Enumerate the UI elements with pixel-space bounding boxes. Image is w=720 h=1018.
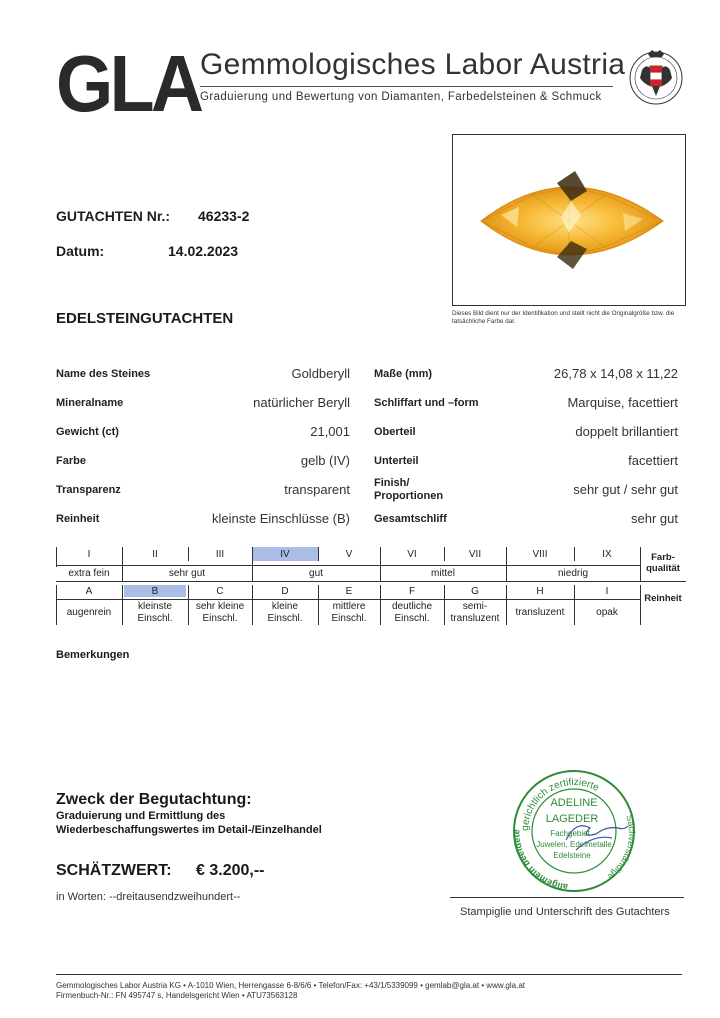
grid-line [506, 547, 507, 581]
grid-line [252, 547, 253, 581]
signature-rule [450, 897, 684, 898]
clarity-desc-a: augenrein [66, 607, 112, 618]
certificate-number-label: GUTACHTEN Nr.: [56, 208, 171, 224]
gla-logo: GLA [56, 39, 201, 128]
grading-table [56, 547, 682, 643]
clarity-grade-b: B [151, 586, 159, 597]
grid-line [56, 565, 640, 566]
prop-value-color: gelb (IV) [300, 453, 350, 468]
grid-line [56, 547, 57, 567]
certificate-number: 46233-2 [198, 208, 250, 224]
prop-label-dimensions: Maße (mm) [374, 368, 433, 380]
color-grade-viii: VIII [532, 549, 548, 560]
prop-value-overall-cut: sehr gut [631, 511, 678, 526]
grid-line [444, 547, 445, 561]
stamp-line-1: Fachgebiet [550, 829, 590, 838]
grid-line [188, 547, 189, 561]
clarity-desc-b-2: Einschl. [137, 613, 173, 624]
stamp-ring-top: gerichtlich zertifizierte [519, 776, 601, 832]
clarity-desc-d-1: kleine [271, 601, 299, 612]
clarity-desc-b-1: kleinste [138, 601, 172, 612]
prop-value-cut: Marquise, facettiert [567, 395, 678, 410]
prop-value-mineral: natürlicher Beryll [253, 395, 350, 410]
clarity-desc-g-2: transluzent [450, 613, 500, 624]
clarity-desc-h: transluzent [515, 607, 565, 618]
grid-line [444, 585, 445, 625]
clarity-desc-i: opak [596, 607, 618, 618]
lab-subtitle: Graduierung und Bewertung von Diamanten, Farbedelsteinen & Schmuck [200, 91, 602, 103]
grid-line [574, 585, 575, 625]
footer-registry: Firmenbuch-Nr.: FN 495747 s, Handelsgericht Wien • ATU73563128 [56, 991, 298, 1000]
clarity-grade-e: E [345, 586, 353, 597]
stamp-name-1: ADELINE [550, 797, 598, 809]
gem-image [453, 135, 685, 305]
grid-line [56, 585, 57, 625]
prop-label-transparency: Transparenz [56, 484, 121, 496]
grid-line [318, 547, 319, 561]
prop-value-weight: 21,001 [310, 424, 350, 439]
grid-line [640, 547, 641, 581]
clarity-desc-g-1: semi- [462, 601, 488, 612]
stamp-name-2: LAGEDER [545, 813, 599, 825]
prop-value-finish: sehr gut / sehr gut [573, 482, 678, 497]
prop-value-crown: doppelt brillantiert [575, 424, 678, 439]
grid-line [122, 547, 123, 581]
color-quality-label-2: qualität [646, 563, 680, 574]
clarity-grade-g: G [471, 586, 479, 597]
clarity-label: Reinheit [644, 593, 682, 604]
color-grade-iii: III [215, 549, 225, 560]
grid-line [318, 585, 319, 625]
clarity-grade-d: D [281, 586, 289, 597]
grid-line [380, 547, 381, 581]
color-group-gut: gut [309, 568, 323, 579]
prop-label-finish: Finish/ [374, 477, 410, 489]
purpose-title: Zweck der Begutachtung: [56, 791, 252, 808]
grid-line [56, 599, 640, 600]
footer-address: Gemmologisches Labor Austria KG • A-1010 Wien, Herrengasse 6-8/6/6 • Telefon/Fax: +43/1/5339099 • gemlab@gla.at • www.gla.at [56, 981, 525, 990]
color-group-sehr-gut: sehr gut [168, 568, 206, 579]
prop-value-name: Goldberyll [291, 366, 350, 381]
color-grade-v: V [345, 549, 353, 560]
color-grade-ii: II [152, 549, 158, 560]
gem-photo-frame [452, 134, 686, 306]
date-label: Datum: [56, 243, 105, 259]
clarity-desc-f-1: deutliche [391, 601, 433, 612]
color-group-niedrig: niedrig [557, 568, 589, 579]
stamp-line-2: Juwelen, Edelmetalle [536, 840, 612, 849]
grid-line [252, 585, 253, 625]
prop-label-proportions: Proportionen [374, 490, 444, 502]
grid-line [506, 585, 507, 625]
prop-label-weight: Gewicht (ct) [56, 426, 119, 438]
grid-line [574, 547, 575, 561]
clarity-desc-e-2: Einschl. [331, 613, 367, 624]
purpose-line-2: Wiederbeschaffungswertes im Detail-/Einzelhandel [56, 824, 322, 836]
color-grade-vii: VII [468, 549, 482, 560]
prop-value-transparency: transparent [284, 482, 350, 497]
clarity-grade-h: H [536, 586, 544, 597]
color-grade-i: I [87, 549, 91, 560]
clarity-desc-f-2: Einschl. [394, 613, 430, 624]
grid-line [188, 585, 189, 625]
clarity-grade-a: A [85, 586, 93, 597]
color-grade-ix: IX [602, 549, 612, 560]
document-title: EDELSTEINGUTACHTEN [56, 310, 234, 327]
valuation-value: € 3.200,-- [196, 862, 265, 879]
clarity-desc-e-1: mittlere [332, 601, 366, 612]
austrian-eagle-seal-icon [628, 46, 684, 110]
prop-value-pavilion: facettiert [628, 453, 678, 468]
clarity-desc-c-2: Einschl. [202, 613, 238, 624]
remarks-label: Bemerkungen [56, 649, 130, 661]
clarity-grade-f: F [408, 586, 416, 597]
prop-label-overall-cut: Gesamtschliff [374, 513, 447, 525]
color-group-mittel: mittel [431, 568, 455, 579]
color-quality-label-1: Farb- [651, 552, 675, 563]
color-group-extra-fein: extra fein [68, 568, 110, 579]
clarity-grade-i: I [605, 586, 609, 597]
prop-label-name: Name des Steines [56, 368, 151, 380]
valuation-in-words: in Worten: --dreitausendzweihundert-- [56, 891, 241, 903]
date-value: 14.02.2023 [168, 243, 239, 259]
valuation-label: SCHÄTZWERT: [56, 862, 172, 879]
prop-label-cut: Schliffart und –form [374, 397, 479, 409]
grid-line [380, 585, 381, 625]
lab-name: Gemmologisches Labor Austria [200, 48, 626, 81]
grid-line [56, 581, 686, 582]
prop-label-mineral: Mineralname [56, 397, 124, 409]
footer-rule [56, 974, 682, 975]
clarity-desc-c-1: sehr kleine [195, 601, 245, 612]
prop-label-crown: Oberteil [374, 426, 416, 438]
prop-value-dimensions: 26,78 x 14,08 x 11,22 [553, 366, 678, 381]
header-rule [200, 86, 613, 87]
prop-label-pavilion: Unterteil [374, 455, 419, 467]
prop-label-clarity: Reinheit [56, 513, 100, 525]
signature-label: Stampiglie und Unterschrift des Gutachters [460, 906, 670, 918]
stamp-ring-right: Sachverständige [605, 813, 637, 883]
grid-line [122, 585, 123, 625]
stamp-ring-left: allgemein beeidete [511, 829, 569, 893]
expert-stamp-icon [506, 768, 642, 894]
prop-value-clarity: kleinste Einschlüsse (B) [212, 511, 350, 526]
prop-label-color: Farbe [56, 455, 86, 467]
grid-line [640, 585, 641, 625]
photo-caption: Dieses Bild dient nur der Identifikation und stellt nicht die Originalgröße bzw. die tatsächliche Farbe dar. [452, 310, 675, 325]
color-grade-vi: VI [407, 549, 417, 560]
clarity-grade-c: C [216, 586, 224, 597]
clarity-desc-d-2: Einschl. [267, 613, 303, 624]
stamp-line-3: Edelsteine [553, 851, 591, 860]
color-grade-iv: IV [280, 549, 290, 560]
purpose-line-1: Graduierung und Ermittlung des [56, 810, 226, 822]
